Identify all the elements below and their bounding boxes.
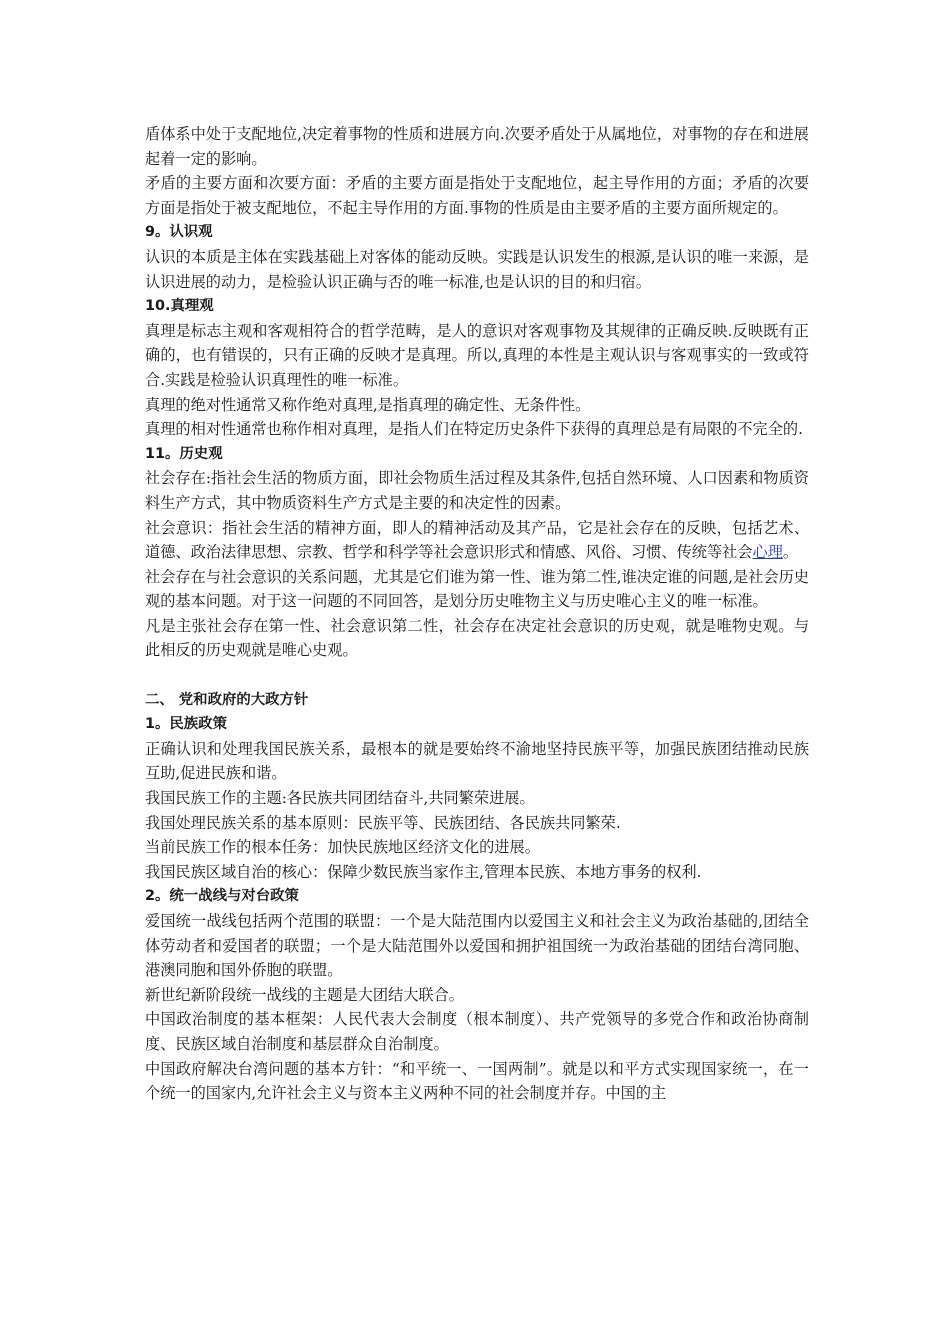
section-heading: 1。民族政策 bbox=[145, 716, 227, 733]
paragraph: 当前民族工作的根本任务：加快民族地区经济文化的进展。 bbox=[145, 838, 540, 857]
paragraph: 认识的本质是主体在实践基础上对客体的能动反映。实践是认识发生的根源,是认识的唯一来源，是认识进展的动力，是检验认识正确与否的唯一标准,也是认识的目的和归宿。 bbox=[145, 247, 809, 291]
paragraph: 中国政府解决台湾问题的基本方针：“和平统一、一国两制”。就是以和平方式实现国家统一，在一个统一的国家内,允许社会主义与资本主义两种不同的社会制度并存。中国的主 bbox=[145, 1059, 809, 1103]
paragraph: 盾体系中处于支配地位,决定着事物的性质和进展方向.次要矛盾处于从属地位，对事物的存在和进展起着一定的影响。 bbox=[145, 125, 809, 168]
paragraph: 我国民族工作的主题:各民族共同团结奋斗,共同繁荣进展。 bbox=[145, 789, 535, 808]
section-heading: 2。统一战线与对台政策 bbox=[145, 888, 299, 905]
paragraph-text: 社会意识：指社会生活的精神方面，即人的精神活动及其产品，它是社会存在的反映，包括艺术、道德、政治法律思想、宗教、哲学和科学等社会意识形式和情感、风俗、习惯、传统等社会 bbox=[145, 518, 809, 562]
paragraph: 社会存在与社会意识的关系问题，尤其是它们谁为第一性、谁为第二性,谁决定谁的问题,是社会历史观的基本问题。对于这一问题的不同回答，是划分历史唯物主义与历史唯心主义的唯一标准。 bbox=[145, 567, 809, 611]
document-body bbox=[145, 122, 809, 1106]
paragraph: 正确认识和处理我国民族关系，最根本的就是要始终不渝地坚持民族平等，加强民族团结推动民族互助,促进民族和谐。 bbox=[145, 739, 809, 783]
section-heading: 9。认识观 bbox=[145, 224, 213, 241]
paragraph: 凡是主张社会存在第一性、社会意识第二性，社会存在决定社会意识的历史观，就是唯物史观。与此相反的历史观就是唯心史观。 bbox=[145, 616, 809, 660]
paragraph: 矛盾的主要方面和次要方面：矛盾的主要方面是指处于支配地位，起主导作用的方面；矛盾的次要方面是指处于被支配地位，不起主导作用的方面.事物的性质是由主要矛盾的主要方面所规定的。 bbox=[145, 174, 809, 217]
section-heading: 10.真理观 bbox=[145, 298, 214, 315]
paragraph: 爱国统一战线包括两个范围的联盟：一个是大陆范围内以爱国主义和社会主义为政治基础的,团结全体劳动者和爱国者的联盟；一个是大陆范围外以爱国和拥护祖国统一为政治基础的团结台湾同胞、港澳同胞和国外侨胞的联盟。 bbox=[145, 912, 809, 980]
paragraph: 我国处理民族关系的基本原则：民族平等、民族团结、各民族共同繁荣. bbox=[145, 813, 621, 832]
chapter-heading: 二、 党和政府的大政方针 bbox=[145, 691, 309, 708]
paragraph: 真理是标志主观和客观相符合的哲学范畴，是人的意识对客观事物及其规律的正确反映.反映既有正确的，也有错误的，只有正确的反映才是真理。所以,真理的本性是主观认识与客观事实的一致或符合.实践是检验认识真理性的唯一标准。 bbox=[145, 321, 809, 389]
paragraph: 社会存在:指社会生活的物质方面，即社会物质生活过程及其条件,包括自然环境、人口因素和物质资料生产方式，其中物质资料生产方式是主要的和决定性的因素。 bbox=[145, 469, 809, 512]
paragraph-with-link bbox=[145, 516, 809, 565]
paragraph: 真理的相对性通常也称作相对真理，是指人们在特定历史条件下获得的真理总是有局限的不完全的. bbox=[145, 420, 803, 439]
paragraph: 中国政治制度的基本框架：人民代表大会制度（根本制度）、共产党领导的多党合作和政治协商制度、民族区域自治制度和基层群众自治制度。 bbox=[145, 1010, 809, 1053]
paragraph: 新世纪新阶段统一战线的主题是大团结大联合。 bbox=[145, 985, 464, 1004]
paragraph-text-end: 。 bbox=[782, 543, 799, 562]
paragraph: 我国民族区域自治的核心：保障少数民族当家作主,管理本民族、本地方事务的权利. bbox=[145, 862, 702, 881]
paragraph: 真理的绝对性通常又称作绝对真理,是指真理的确定性、无条件性。 bbox=[145, 395, 591, 414]
blank-line bbox=[145, 663, 809, 688]
section-heading: 11。历史观 bbox=[145, 445, 223, 462]
psychology-link[interactable]: 心理 bbox=[752, 543, 783, 562]
